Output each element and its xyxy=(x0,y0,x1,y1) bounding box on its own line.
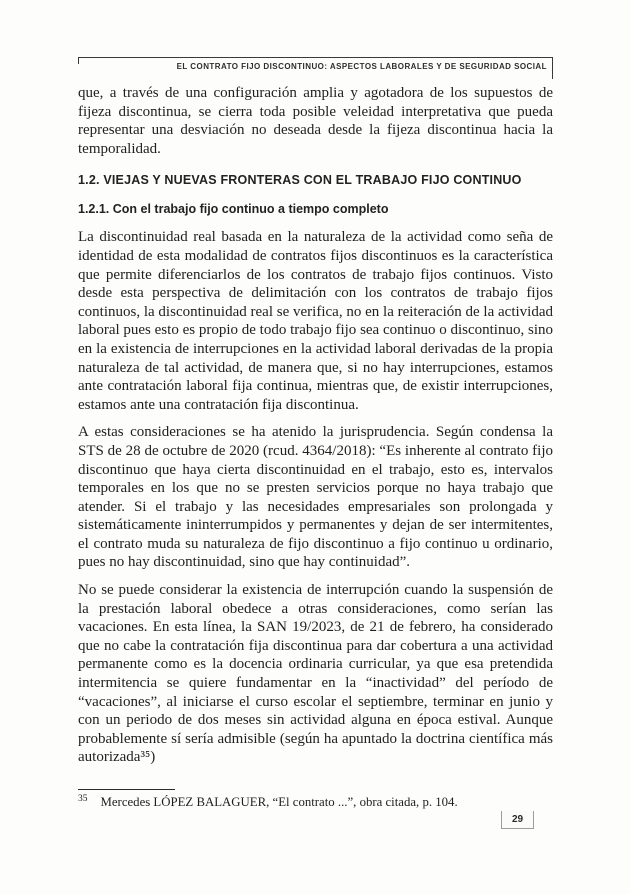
page-number-box xyxy=(501,811,534,829)
intro-paragraph: que, a través de una configuración amplia y agotadora de los supuestos de fijeza discontinua, se cierra toda posible veleidad interpretativa que pueda representar una desviación no deseada desde la fijeza discontinua hacia la temporalidad. xyxy=(78,85,553,157)
page-body xyxy=(78,84,553,776)
footnote-rule xyxy=(78,789,175,790)
running-header-title: EL CONTRATO FIJO DISCONTINUO: ASPECTOS LABORALES Y DE SEGURIDAD SOCIAL xyxy=(176,62,547,71)
paragraph-2: A estas consideraciones se ha atenido la jurisprudencia. Según condensa la STS de 28 de octubre de 2020 (rcud. 4364/2018): “Es inherente al contrato fijo discontinuo que haya cierta discontinuidad en el trabajo, esto es, intervalos temporales en los que no se presten servicios porque no haya trabajo que atender. Si el trabajo y las necesidades empresariales son prolongada y sistemáticamente ininterrumpidos y permanentes y dejan de ser intermitentes, el contrato muda su naturaleza de fijo discontinuo a fijo continuo u ordinario, pues no hay discontinuidad, sino que hay continuidad”. xyxy=(78,424,553,571)
page-number: 29 xyxy=(511,814,524,825)
subsection-heading: 1.2.1. Con el trabajo fijo continuo a tiempo completo xyxy=(78,202,389,217)
running-header xyxy=(78,57,553,71)
paragraph-3: No se puede considerar la existencia de interrupción cuando la suspensión de la prestación laboral obedece a otras consideraciones, como serían las vacaciones. En esta línea, la SAN 19/2023, de 21 de febrero, ha considerado que no cabe la contratación fija discontinua para dar cobertura a una actividad permanente como es la docencia ordinaria curricular, ya que esa pretendida intermitencia se quiere fundamentar en la “inactividad” del período de “vacaciones”, al iniciarse el curso escolar el septiembre, terminar en junio y con un periodo de dos meses sin actividad alguna en época estival. Aunque probablemente sí sería admisible (según ha apuntado la doctrina científica más autorizada³⁵) xyxy=(78,582,553,766)
section-heading: 1.2. VIEJAS Y NUEVAS FRONTERAS CON EL TRABAJO FIJO CONTINUO xyxy=(78,173,522,188)
footnote xyxy=(78,794,553,810)
footnote-marker: 35 xyxy=(78,793,88,804)
paragraph-1: La discontinuidad real basada en la naturaleza de la actividad como seña de identidad de esta modalidad de contratos fijos discontinuos es la característica que permite diferenciarlos de los contratos de trabajo fijos continuos. Visto desde esta perspectiva de delimitación con los contratos de trabajo fijos continuos, la discontinuidad real se verifica, no en la reiteración de la actividad laboral pues esto es propio de todo trabajo fijo sea continuo o discontinuo, sino en la existencia de interrupciones en la actividad laboral derivadas de la propia naturaleza de tal actividad, de manera que, si no hay interrupciones, estamos ante contratación laboral fija continua, mientras que, de existir interrupciones, estamos ante una contratación fija discontinua. xyxy=(78,229,553,413)
footnote-text: Mercedes LÓPEZ BALAGUER, “El contrato ...”, obra citada, p. 104. xyxy=(100,795,458,809)
